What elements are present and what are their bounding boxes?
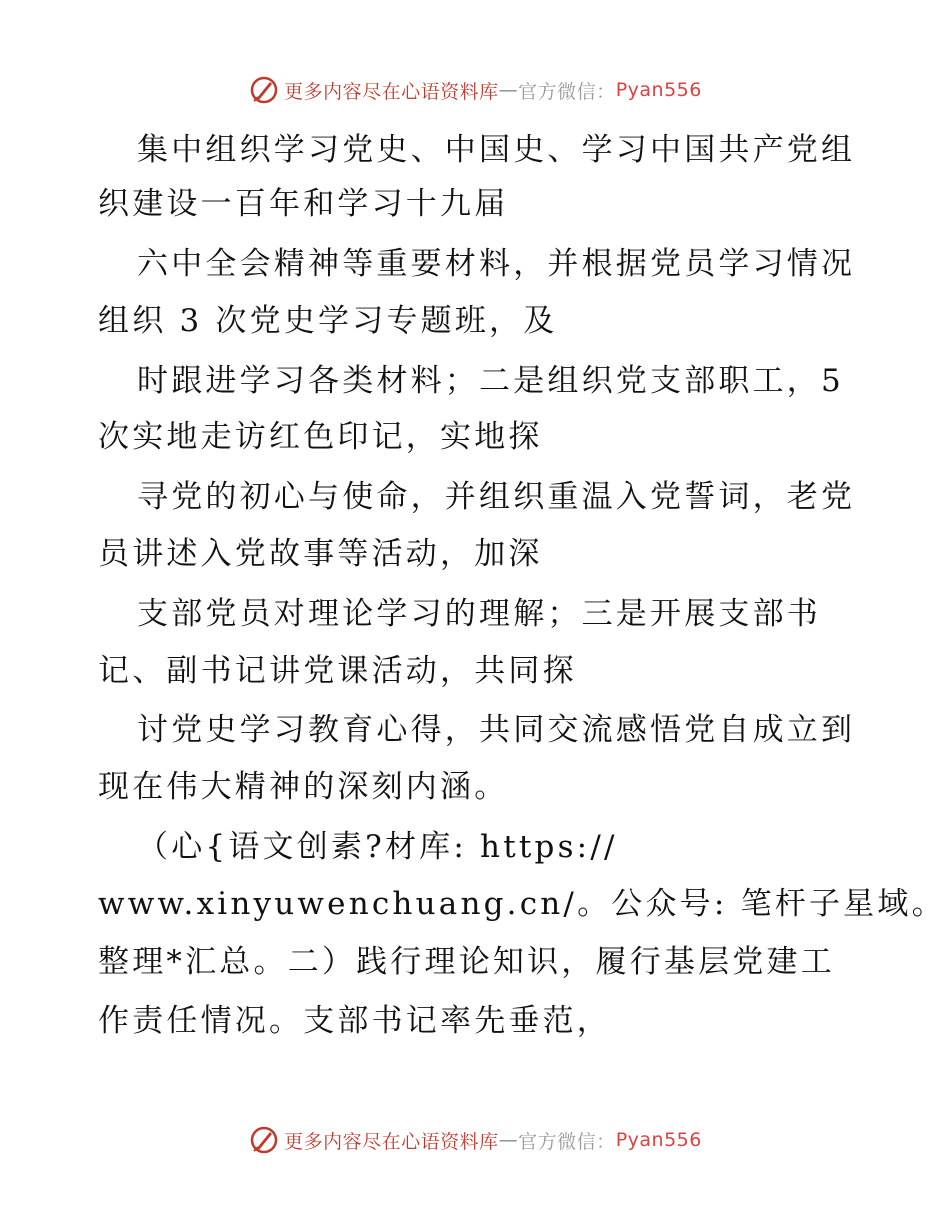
body-line: 整理*汇总。二）践行理论知识，履行基层党建工 [98, 944, 835, 980]
body-line: 六中全会精神等重要材料，并根据党员学习情况 [137, 246, 856, 282]
watermark-wechat-id: Pyan556 [615, 79, 702, 101]
body-line: 组织 3 次党史学习专题班，及 [98, 303, 558, 339]
body-line: 支部党员对理论学习的理解；三是开展支部书 [137, 596, 821, 632]
body-line: 织建设一百年和学习十九届 [98, 186, 509, 222]
watermark-wechat-id: Pyan556 [615, 1129, 702, 1151]
body-line: 时跟进学习各类材料；二是组织党支部职工，5 [137, 363, 844, 399]
header-watermark [0, 70, 950, 110]
body-line: 次实地走访红色印记，实地探 [98, 419, 543, 455]
feather-pen-logo-icon [248, 74, 280, 106]
body-line: www.xinyuwenchuang.cn/。公众号: 笔杆子星域。 [98, 886, 946, 922]
watermark-wechat-label: 官方微信： [518, 1130, 616, 1153]
footer-watermark [0, 1120, 950, 1160]
watermark-separator: — [498, 1129, 519, 1151]
feather-pen-logo-icon [248, 1124, 280, 1156]
watermark-site-name: 更多内容尽在心语资料库 [284, 1130, 499, 1153]
watermark-site-name: 更多内容尽在心语资料库 [284, 80, 499, 103]
body-line: 记、副书记讲党课活动，共同探 [98, 653, 577, 689]
body-line: 讨党史学习教育心得，共同交流感悟党自成立到 [137, 712, 856, 748]
body-line: 寻党的初心与使命，并组织重温入党誓词，老党 [137, 479, 856, 515]
body-line: 集中组织学习党史、中国史、学习中国共产党组 [137, 132, 856, 168]
body-line: 现在伟大精神的深刻内涵。 [98, 769, 509, 805]
body-line: 作责任情况。支部书记率先垂范， [98, 1003, 611, 1039]
body-line: （心{语文创素?材库: https:// [137, 829, 618, 865]
watermark-wechat-label: 官方微信： [518, 80, 616, 103]
body-line: 员讲述入党故事等活动，加深 [98, 536, 543, 572]
watermark-separator: — [498, 79, 519, 101]
